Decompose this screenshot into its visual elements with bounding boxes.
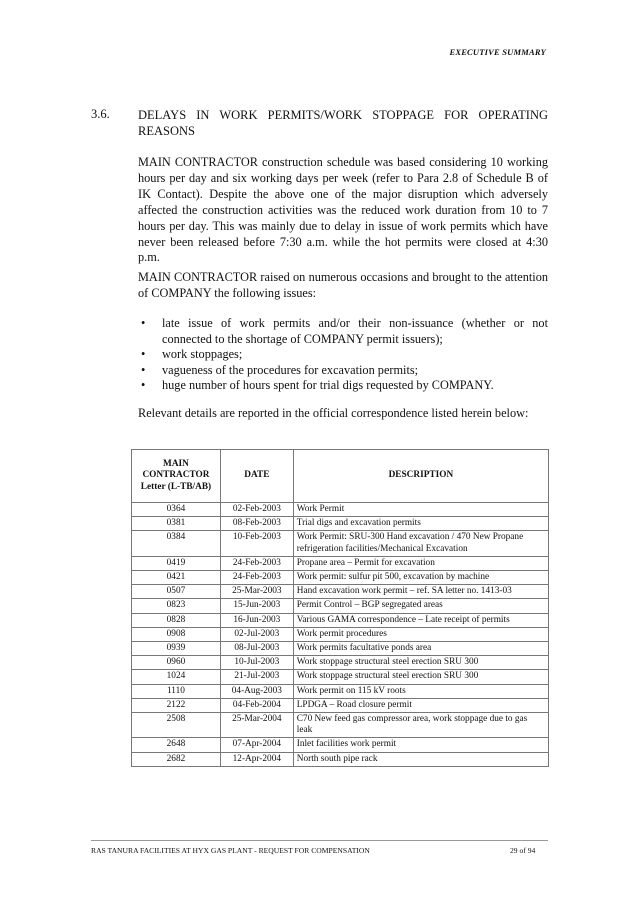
table-row [132, 627, 549, 641]
table-row [132, 642, 549, 656]
letter-cell: 0823 [132, 599, 221, 613]
description-cell: Work Permit: SRU-300 Hand excavation / 470 New Propane refrigeration facilities/Mechanical Excavation [293, 531, 548, 556]
letter-cell: 2122 [132, 698, 221, 712]
date-cell: 24-Feb-2003 [220, 556, 293, 570]
date-cell: 16-Jun-2003 [220, 613, 293, 627]
section-number: 3.6. [91, 107, 110, 121]
date-column-header: DATE [220, 450, 293, 503]
date-cell: 02-Feb-2003 [220, 503, 293, 517]
description-cell: Hand excavation work permit – ref. SA letter no. 1413-03 [293, 585, 548, 599]
running-header: EXECUTIVE SUMMARY [449, 47, 546, 57]
letter-cell: 0939 [132, 642, 221, 656]
table-row [132, 571, 549, 585]
description-cell: LPDGA – Road closure permit [293, 698, 548, 712]
issues-list [138, 316, 548, 394]
date-cell: 21-Jul-2003 [220, 670, 293, 684]
letter-cell: 0384 [132, 531, 221, 556]
letter-cell: 0908 [132, 627, 221, 641]
description-cell: Work stoppage structural steel erection SRU 300 [293, 670, 548, 684]
date-cell: 10-Feb-2003 [220, 531, 293, 556]
letter-cell: 2648 [132, 738, 221, 752]
letter-column-header: MAIN CONTRACTOR Letter (L-TB/AB) [132, 450, 221, 503]
description-cell: Permit Control – BGP segregated areas [293, 599, 548, 613]
letter-cell: 1024 [132, 670, 221, 684]
bullet-icon: • [141, 362, 146, 377]
table-row [132, 684, 549, 698]
table-header-row [132, 450, 549, 503]
date-cell: 08-Jul-2003 [220, 642, 293, 656]
table-row [132, 531, 549, 556]
date-cell: 25-Mar-2004 [220, 713, 293, 738]
description-cell: Various GAMA correspondence – Late receipt of permits [293, 613, 548, 627]
letter-cell: 2682 [132, 752, 221, 766]
description-cell: Work stoppage structural steel erection SRU 300 [293, 656, 548, 670]
table-row [132, 670, 549, 684]
table-row [132, 599, 549, 613]
footer-document-title: RAS TANURA FACILITIES AT HYX GAS PLANT - REQUEST FOR COMPENSATION [91, 846, 370, 855]
list-item: • vagueness of the procedures for excavation permits; [141, 362, 419, 377]
date-cell: 07-Apr-2004 [220, 738, 293, 752]
correspondence-table [131, 449, 549, 767]
table-row [132, 698, 549, 712]
table-row [132, 738, 549, 752]
table-row [132, 613, 549, 627]
letter-cell: 0364 [132, 503, 221, 517]
paragraph-schedule: MAIN CONTRACTOR construction schedule was based considering 10 working hours per day and six working days per week (refer to Para 2.8 of Schedule B of IK Contact). Despite the above one of the major disruption which adversely affected the construction activities was the reduced work duration from 10 to 7 hours per day. This was mainly due to delay in issue of work permits which have never been released before 7:30 a.m. while the hot permits were closed at 4:30 p.m. [138, 155, 548, 265]
description-cell: Work Permit [293, 503, 548, 517]
page-number: 29 of 94 [510, 846, 536, 855]
description-cell: Propane area – Permit for excavation [293, 556, 548, 570]
letter-cell: 2508 [132, 713, 221, 738]
bullet-icon: • [141, 378, 146, 393]
description-cell: Inlet facilities work permit [293, 738, 548, 752]
description-cell: Work permits facultative ponds area [293, 642, 548, 656]
date-cell: 02-Jul-2003 [220, 627, 293, 641]
list-item: • huge number of hours spent for trial digs requested by COMPANY. [141, 378, 494, 393]
list-item: • work stoppages; [141, 347, 243, 362]
description-column-header: DESCRIPTION [293, 450, 548, 503]
letter-cell: 0507 [132, 585, 221, 599]
footer-divider [91, 840, 548, 841]
table-row [132, 752, 549, 766]
description-cell: Work permit procedures [293, 627, 548, 641]
table-row [132, 517, 549, 531]
letter-cell: 0421 [132, 571, 221, 585]
date-cell: 25-Mar-2003 [220, 585, 293, 599]
date-cell: 04-Aug-2003 [220, 684, 293, 698]
description-cell: C70 New feed gas compressor area, work stoppage due to gas leak [293, 713, 548, 738]
date-cell: 08-Feb-2003 [220, 517, 293, 531]
letter-cell: 1110 [132, 684, 221, 698]
description-cell: North south pipe rack [293, 752, 548, 766]
date-cell: 04-Feb-2004 [220, 698, 293, 712]
date-cell: 15-Jun-2003 [220, 599, 293, 613]
table-row [132, 713, 549, 738]
letter-cell: 0381 [132, 517, 221, 531]
list-item: • late issue of work permits and/or their non-issuance (whether or not connected to the shortage of COMPANY permit issuers); [141, 316, 548, 346]
table-row [132, 503, 549, 517]
description-cell: Trial digs and excavation permits [293, 517, 548, 531]
letter-cell: 0828 [132, 613, 221, 627]
section-title: DELAYS IN WORK PERMITS/WORK STOPPAGE FOR OPERATING REASONS [138, 108, 548, 138]
paragraph-correspondence: Relevant details are reported in the official correspondence listed herein below: [138, 406, 529, 420]
date-cell: 24-Feb-2003 [220, 571, 293, 585]
paragraph-issues-intro: MAIN CONTRACTOR raised on numerous occasions and brought to the attention of COMPANY the following issues: [138, 270, 548, 300]
table-row [132, 556, 549, 570]
table-row [132, 585, 549, 599]
bullet-icon: • [141, 316, 146, 330]
letter-cell: 0419 [132, 556, 221, 570]
description-cell: Work permit: sulfur pit 500, excavation by machine [293, 571, 548, 585]
date-cell: 12-Apr-2004 [220, 752, 293, 766]
bullet-icon: • [141, 347, 146, 362]
table-row [132, 656, 549, 670]
date-cell: 10-Jul-2003 [220, 656, 293, 670]
description-cell: Work permit on 115 kV roots [293, 684, 548, 698]
letter-cell: 0960 [132, 656, 221, 670]
